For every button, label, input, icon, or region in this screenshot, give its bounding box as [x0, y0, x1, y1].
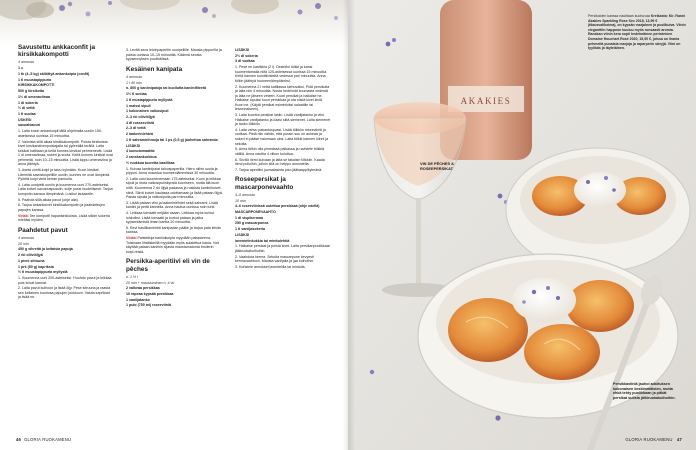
method-step: 6. Tarjoa ankankoivet kirsikkakompotin ja paahdettujen papujen kanssa.	[18, 203, 106, 212]
ingredient: 1 tl muustapippuria	[18, 77, 52, 82]
method-step: 1. Kuivaa kaniinipalat talouspaperilla. Hiero niihin suola ja pippuri. Anna maustua huoneenlämmössä 30 minuuttia.	[126, 166, 218, 176]
recipe-title-beans: Paahdetut pavut	[18, 226, 68, 234]
folio-title: GLORIA RUOKAMENU	[625, 437, 673, 442]
ingredient: 1 tl mustapippuria myllystä	[126, 97, 173, 102]
ingredient: 450 g vihreitä ja keltaisia papuja	[18, 247, 73, 252]
tip-text: Tee kompotti hapankirsikoista. Lisää silloin sokeria mieltäsi myöten.	[18, 213, 110, 223]
photo-label-vin-de-peches: VIN DE PÊCHES & ROSEEPERSIKAT	[420, 161, 454, 171]
method-step: 6. Siivilöi liemi kuivaan ja laita se takaisin tölkkiin. Kaada liemi pulloihin, jolloin sitä on helppo annostella.	[235, 157, 325, 167]
tip-label: Vinkki	[18, 213, 29, 218]
servings: 4–6 annosta	[235, 192, 255, 197]
ingredient: 3 dl vodkaa	[235, 59, 255, 64]
method-step: 5. Revi basilikanlehtiä kanipadan päälle ja tarjoa pata leivän kanssa.	[126, 225, 222, 235]
ingredient: 1 maissi sipuli	[126, 103, 151, 108]
recipe-title-duck: Savustettu ankkaconfit ja kirsikkakompotti	[18, 44, 96, 59]
ingredient: 1 tl sahramirihmoja tai 1 ps (0,5 g) jauhettua sahramia	[126, 137, 218, 142]
ingredient: 1 dl sokeria	[18, 100, 38, 105]
ingredient: ½ tl muustapippuria myllystä	[18, 270, 68, 275]
method-step: 4. Leikkaa tomaatit neljään osaan. Leikkaa myös kurkut lohkoiksi. Lisää tomaatit ja kurkut pataan ja jatka kypsentämistä ilman kantta 20 minuuttia.	[126, 211, 215, 225]
servings: 4 annosta	[18, 235, 34, 240]
method-step: 1. Laita ensin ankankoipit tällä ohjelmalla uuniin 150-asteisessa uunissa 15 minuuttia.	[18, 129, 103, 138]
method-step: 7. Tarjoa aperitiivi juomalasista joko jääkaappikylmänä.	[235, 167, 323, 172]
ingredient: 10 rapeaa kypsää persikkaa	[126, 291, 174, 296]
ingredient: 2–3 rkl oliiviöljyä	[126, 114, 155, 119]
ingredient: n. 800 g kaniinipaloja tai kuollutta kaniinifileetä	[126, 86, 207, 91]
folio-title: GLORIA RUOKAMENU	[24, 437, 72, 442]
ingredient: 2 laakerinlehteä	[126, 132, 153, 137]
tip-text: Paistettuja kaniinikoipia myydään pakasteena. Toisinaan lihatiskeillä myydään myös sulatettua kania. Voit käyttää pataan kaniinin sijasta maustamatonta broilerin koipi-reisiä.	[126, 236, 219, 254]
ingredient: 1 kokonainen valkosipuli	[126, 109, 169, 114]
prep-time: 20 min + maustuminen n. 4 vk	[126, 280, 175, 285]
method-step: 3. Lisää pataan viini ja laakerinlehdet sekä sahrami. Lisää kaniini ja peitä kannella. Anna hautua uunissa noin tunti.	[126, 200, 218, 210]
svg-text:AKAKIES: AKAKIES	[460, 96, 512, 106]
method-step: 2. Laita pavut kulhoon ja lisää öljy. Pese sitruuna ja raasta sen kellainen kuoriosa papujen joukkoon. Valuta kaprikset ja lisää ne.	[18, 286, 111, 300]
photo-caption: Persikkaviiniä jauhoi adoituksen kokonaisen keskimmäisten, mutta ehkä tehty puolikkaan ja pitkät persikat suitsia jälkiruokakulhoihin.	[613, 382, 676, 400]
prep-time: 1 t 40 min	[126, 80, 142, 85]
wine-note-body: Kreikasta: Kir-Yianni Akakies Sparkling Rose Sec 2018, 13,99 € (tilausvalikoima), on kypsän marjainen ja puolikuiva. Viinin eleganttiin happoon kuuluu myös runsaasti aromia. Ranskan viinin kera sopii hedelmäinen perinteinen Domaine Houchart Rosé 2020, 15,90 €, joissa on ihania pehmeitä punaisia marjoja ja raparperin sävyjä. Viini on tyylikäs ja täyteläinen.	[588, 14, 686, 51]
method-step: 2. Vaahdota kerma. Sekoita mascarpone kevyesti kermavaahtoon. Mausta vaniljalla ja jaa kulhoihin.	[235, 254, 315, 264]
wine-recommendation	[588, 14, 686, 51]
ingredient: 4–6 roseeviinissä uutettua persikkaa (ohje edellä)	[235, 204, 320, 209]
ingredient: 1 tl suolaa	[18, 112, 36, 117]
servings: n. 1 ½ l	[126, 274, 138, 279]
prep-time: 10 min	[235, 198, 246, 203]
ingredient: 1 tl vaniljasokeria	[235, 227, 265, 232]
method-step: 2. Laita uuni kuumenemaan 175-asteiseksi. Kuori ja leikkaa sipuli ja irrota valkosipulinkynsiä kuorineen, mutta älä kuori niitä. Kuumenna 2 rkl öljyä padassa ja ruskista kaniinikoivet siinä. Siirrä koivet kaulassa odottamaan ja lisää pataan öljyä. Paista sipulia ja valkosipulia pari minuuttia.	[126, 176, 223, 200]
right-page	[348, 0, 696, 450]
ingredient-subheading: MASCARPONEVAAHTO	[235, 209, 276, 214]
ingredient: 4 kumotomaattia	[126, 149, 155, 154]
ingredient: 500 g kirsikoita	[18, 89, 44, 94]
prep-time: 20 min	[18, 241, 29, 246]
recipe-title-rabbit: Kesäinen kanipata	[126, 65, 183, 73]
ingredient: 4 dl rosseeviiniä	[126, 120, 154, 125]
top-decoration-photo	[0, 0, 348, 46]
method-step: 3. Laita kuoritut persikat lasiin. Lisää vaniljatanko ja viini. Halkaise vaniljatanko ja kaavi siitä siemenet. Laita siemenet ja tanko tölkkiin.	[235, 113, 331, 127]
method-step: 1. Pese ne kastikkia (2 l). Desinfioi tölkki ja kansi kuumentamalla niitä 125-asteisessa uunissa 15 minuuttia. Keitä kannen kumitiivisteitä vedessä pari minuuttia. Anna tölkin jäähtyä huoneenlämpöiseksi.	[235, 65, 328, 83]
ingredient: 1 x	[18, 66, 23, 71]
method-step: 4. Laita vahvu pakastuspussi. Lisää tölkkiin roseeviiniä ja vodkaa. Pistä niin vähän, että pussin suu on aukeaa ja sokeri ei pääse valumaan ulos. Laita tölkki kannen kiinni ja sekoita.	[235, 127, 329, 146]
page-number: 47	[676, 437, 682, 442]
servings: 4 annosta	[18, 60, 34, 65]
servings: 4 annosta	[126, 74, 142, 79]
folio-left	[16, 437, 71, 442]
method-step: 4. Laita uunipelti uuniin ja kuumenna uuni 270-asteiseksi. Laita koivet savustuspussiin, sulje pussi huolellisesti. Tarjoa kompotin kanssa lämpimänä. Lusikoi lautaselle.	[18, 182, 113, 196]
method-step: 5. Anna tölkin olla pimeässä paikassa ja ravistele tölkkiä välillä. Anna nauttia 4 viikon kuluttua.	[235, 147, 325, 156]
ingredient-subheading: LISÄKSI	[235, 232, 250, 237]
tip	[126, 236, 223, 254]
wine-note-intro: Persikoiden kanssa nautitaan kuohuvaa	[588, 14, 650, 18]
ingredient: 250 g mascarponea	[235, 221, 269, 226]
ingredient: 1 dl vispikermaa	[235, 215, 263, 220]
ingredient: 1 prk (50 g) kapriksia	[18, 264, 54, 269]
recipe-column-3	[235, 48, 331, 271]
ingredient: ½ ruukkua tuoretta basilikaa	[126, 160, 175, 165]
ingredient-subheading: LISÄKSI	[235, 48, 250, 52]
method-step: 3. Aseta confit-koipi ja taivu kylmään. Kuori kirsikat. Lämmitä savustuspellille uuniin, kunnes ne ovat lämpimiä. Pyöritä koipi vielä kerran pannulla.	[18, 167, 111, 182]
ingredient-subheading: LISÄKSI	[126, 143, 141, 148]
method-step: 5. Paahda sillä aikaa pavut (ohje alla).	[18, 197, 79, 202]
recipe-column-2	[126, 48, 223, 309]
ingredient: 1 pulo (750 ml) roseeviiniä	[126, 303, 171, 308]
ingredient: 2 rkl oliiviöljyä	[18, 253, 43, 258]
method-step: 1. Halkaise persikat ja poista kivet. Laita persikanpuolikkaat jälkiruokakulhoihin.	[235, 244, 330, 253]
ingredient: ½ dl vettä	[18, 106, 35, 111]
folio-right	[625, 437, 682, 442]
ingredient: 2–3 dl vettä	[126, 126, 146, 131]
ingredient-subheading: KIRSIKKAKOMPOTTI	[18, 83, 55, 88]
ingredient-subheading: USKESI	[18, 117, 32, 122]
method-step: 2. Valmista sillä aikaa kirsikkakompotti. Poista kirsikoista kivet kirsikankivenpoistajalla tai pyöreällä terällä. Laita kirsikat kattilaan ja keitä kunnes kirsikat pehmenevät. Lisää 1 dl omenaviinaa, sokeri ja suola. Keitä kunnes kirsikat ovat pehmeitä, noin 10–15 minuuttia. Lisää loppu omenaviina ja anna jäähtyä.	[18, 139, 113, 167]
ingredient: 2 ranskankurkkua	[126, 155, 157, 160]
page-gutter	[343, 0, 355, 450]
method-step: 3. Koristele annokset laventelilla tai mintulla.	[235, 264, 306, 269]
ingredient: 1 vaniljatanko	[126, 297, 150, 302]
tip-label: Vinkki	[126, 236, 137, 241]
ingredient: 1 tk (4–5 kg) säilöttyä ankankoipia (confit)	[18, 71, 90, 76]
tip	[18, 214, 113, 223]
ingredient: 1½ dl omenaviinaa	[18, 94, 50, 99]
recipe-title-peaches: Roseepersikat ja mascarponevaahto	[235, 176, 294, 191]
ingredient: laventelinkukkia tai minttulehtiä	[235, 238, 290, 243]
ingredient: savuahiaouri	[18, 123, 41, 128]
recipe-title-aperitif: Persikka-aperitiivi eli vin de pêches	[126, 258, 210, 273]
method-step: 2. Kuumenna 2 l vettä kattilassa kiehuvaksi. Pidä persikoita ja laita niin 4 minuuttia. Nosta hedelmät kuumasta vedestä ja laita ne jäiseen veteen. Kuori persikat ja halkaise ne. Halkaise lopuksi kuori persikkaa ja ota niistä kivet kiviä. Kuori ne. (Käytä persikat esimerkiksi salaattiin tai leivonnaiseen).	[235, 84, 330, 112]
ingredient: 1 pieni sitruuna	[18, 258, 45, 263]
page-number: 46	[16, 437, 22, 442]
ingredient: 2½ dl sokeria	[235, 53, 258, 58]
ingredient: 1½ tl suolaa	[126, 92, 147, 97]
recipe-column-1	[18, 44, 113, 301]
ingredient: 2 valkeaa persikkaa	[126, 286, 160, 291]
method-step: 3. Levitä seos leivinpaperille uunipellille. Mausta pippurilla ja paista uunissa 10–15 minuuttia. Käännä seosta kypsennyksen puolivälissä.	[126, 48, 222, 62]
method-step: 1. Kuumenna uuni 200-asteiseksi. Huuhdo pavut ja leikkaa pois kovat kannat.	[18, 276, 112, 285]
